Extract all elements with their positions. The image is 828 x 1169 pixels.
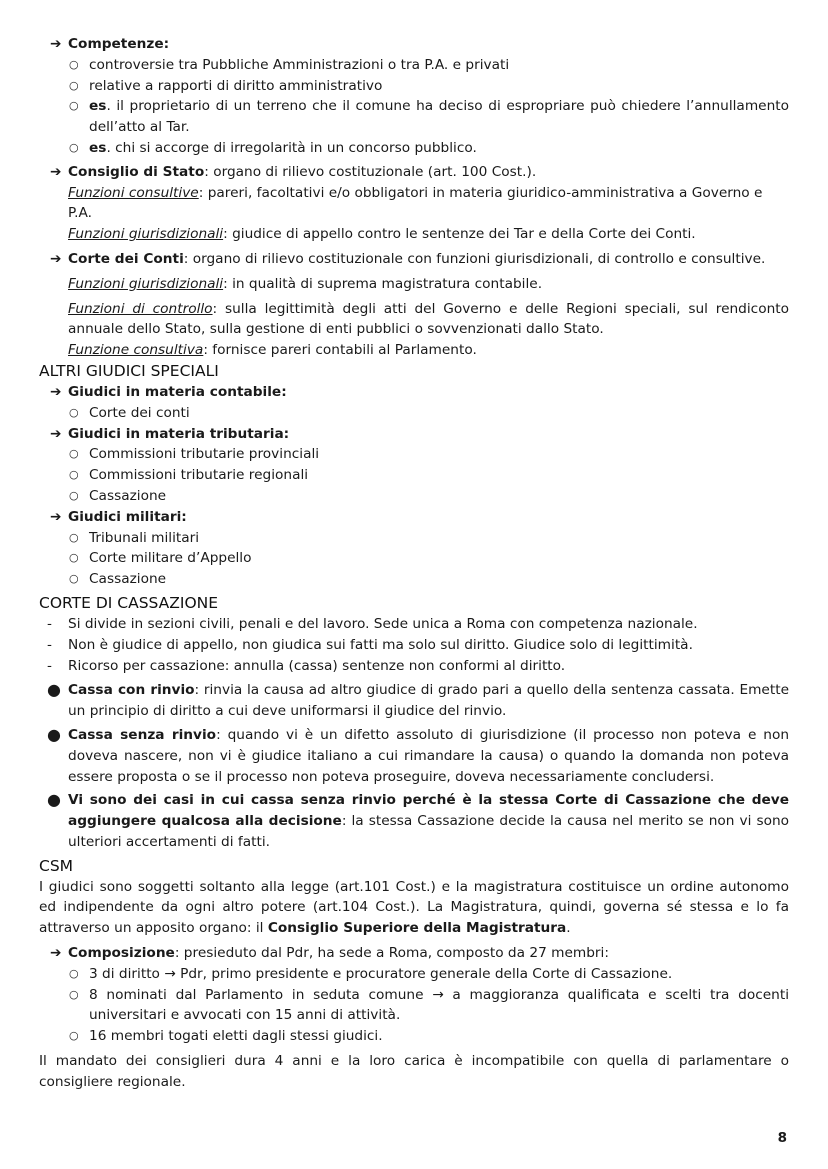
list-item: - Non è giudice di appello, non giudica sui fatti ma solo sul diritto. Giudice solo di legittimità.: [39, 635, 789, 656]
es-text: . il proprietario di un terreno che il comune ha deciso di espropriare può chiedere l’annullamento dell’atto al Tar.: [89, 98, 789, 136]
arrow-icon: ➔: [50, 945, 62, 962]
casi-senza-rinvio-item: ● Vi sono dei casi in cui cassa senza rinvio perché è la stessa Corte di Cassazione che deve aggiungere qualcosa alla decisione: la stessa Cassazione decide la causa nel merito se non vi sono ulteriori accertamenti di fatti.: [47, 790, 789, 850]
giudici-militari-item: ➔ Giudici militari:: [39, 507, 789, 528]
funzione-consultiva: Funzione consultiva: fornisce pareri contabili al Parlamento.: [68, 342, 477, 359]
circle-bullet-icon: ○: [69, 551, 79, 565]
mandato-paragraph: Il mandato dei consiglieri dura 4 anni e la loro carica è incompatibile con quella di parlamentare o consigliere regionale.: [39, 1053, 789, 1090]
list-item: ○ Commissioni tributarie provinciali: [39, 444, 789, 465]
list-item: ○ Cassazione: [39, 569, 789, 590]
list-item: [39, 96, 789, 138]
circle-bullet-icon: ○: [69, 78, 79, 92]
es-label: es: [89, 139, 107, 156]
corte-conti-item: [39, 249, 789, 270]
dash-bullet-icon: -: [47, 615, 52, 632]
circle-bullet-icon: ○: [69, 488, 79, 502]
document-page: [39, 34, 789, 1093]
list-item-text: controversie tra Pubbliche Amministrazioni o tra P.A. e privati: [89, 56, 510, 73]
funzioni-giurisdizionali: Funzioni giurisdizionali: giudice di appello contro le sentenze dei Tar e della Corte dei Conti.: [68, 226, 696, 243]
arrow-icon: ➔: [50, 36, 62, 52]
circle-bullet-icon: ○: [69, 468, 79, 482]
consiglio-stato-title: Consiglio di Stato: [68, 163, 205, 180]
list-item-text: relative a rapporti di diritto amministrativo: [89, 77, 383, 94]
list-item: - Si divide in sezioni civili, penali e del lavoro. Sede unica a Roma con competenza nazionale.: [39, 614, 789, 635]
list-item: ○ Cassazione: [39, 486, 789, 507]
arrow-icon: ➔: [50, 383, 62, 400]
es-text: . chi si accorge di irregolarità in un concorso pubblico.: [106, 139, 477, 156]
bullet-icon: ●: [47, 790, 61, 810]
arrow-icon: ➔: [50, 425, 62, 442]
circle-bullet-icon: ○: [69, 140, 79, 154]
circle-bullet-icon: ○: [69, 987, 79, 1001]
circle-bullet-icon: ○: [69, 447, 79, 461]
funzioni-consultive: Funzioni consultive: pareri, facoltativi e/o obbligatori in materia giuridico-amministrativa a Governo e P.A.: [68, 184, 763, 222]
list-item: ○ 3 di diritto → Pdr, primo presidente e procuratore generale della Corte di Cassazione.: [39, 964, 789, 985]
arrow-icon: ➔: [50, 508, 62, 525]
corte-conti-text: : organo di rilievo costituzionale con funzioni giurisdizionali, di controllo e consultive.: [183, 250, 766, 267]
dash-bullet-icon: -: [47, 636, 52, 653]
list-item: - Ricorso per cassazione: annulla (cassa) sentenze non conformi al diritto.: [39, 656, 789, 677]
section-heading-altri-giudici: ALTRI GIUDICI SPECIALI: [39, 361, 219, 380]
section-heading-csm: CSM: [39, 856, 74, 875]
competenze-item: [39, 34, 789, 55]
cassa-con-rinvio-item: ● Cassa con rinvio: rinvia la causa ad altro giudice di grado pari a quello della sentenza cassata. Emette un principio di diritto a cui deve uniformarsi il giudice del rinvio.: [47, 680, 790, 720]
list-item: [39, 76, 789, 97]
competenze-title: Competenze:: [68, 36, 170, 52]
consiglio-stato-text: : organo di rilievo costituzionale (art. 100 Cost.).: [204, 163, 537, 180]
circle-bullet-icon: ○: [69, 530, 79, 544]
dash-bullet-icon: -: [47, 657, 52, 674]
list-item-text: [89, 138, 789, 159]
circle-bullet-icon: ○: [69, 99, 79, 113]
consiglio-stato-item: [39, 162, 789, 183]
list-item: [39, 138, 789, 159]
list-item: ○ Corte militare d’Appello: [39, 548, 789, 569]
bullet-icon: ●: [47, 680, 61, 700]
list-item-text: [89, 96, 789, 138]
bullet-icon: ●: [47, 724, 61, 744]
corte-conti-title: Corte dei Conti: [68, 250, 184, 267]
circle-bullet-icon: ○: [69, 966, 79, 980]
circle-bullet-icon: ○: [69, 572, 79, 586]
list-item: ○ 16 membri togati eletti dagli stessi giudici.: [39, 1026, 789, 1047]
funzioni-giurisdizionali: Funzioni giurisdizionali: in qualità di suprema magistratura contabile.: [68, 275, 543, 292]
csm-intro: I giudici sono soggetti soltanto alla legge (art.101 Cost.) e la magistratura costituisce un ordine autonomo ed indipendente da ogni altro potere (art.104 Cost.). La Magistratura, quindi, governa sé stessa e lo fa attraverso un apposito organo: il Consiglio Superiore della Magistratura.: [39, 878, 789, 937]
circle-bullet-icon: ○: [69, 57, 79, 71]
es-label: es: [89, 98, 107, 115]
funzioni-controllo: Funzioni di controllo: sulla legittimità degli atti del Governo e delle Regioni speciali, sul rendiconto annuale dello Stato, sulla gestione di enti pubblici o sovvenzionati dallo Stato.: [68, 300, 789, 338]
page-number: 8: [777, 1130, 787, 1146]
circle-bullet-icon: ○: [69, 1029, 79, 1043]
circle-bullet-icon: ○: [69, 405, 79, 419]
section-heading-cassazione: CORTE DI CASSAZIONE: [39, 593, 219, 612]
composizione-item: ➔ Composizione: presieduto dal Pdr, ha sede a Roma, composto da 27 membri:: [39, 943, 789, 964]
cassa-senza-rinvio-item: ● Cassa senza rinvio: quando vi è un difetto assoluto di giurisdizione (il processo non poteva e non doveva nascere, non vi è giudice italiano a cui rimandare la causa) o quando la domanda non poteva essere proposta o se il processo non poteva proseguire, doveva necessariamente concludersi.: [47, 724, 789, 785]
arrow-icon: ➔: [50, 163, 62, 180]
giudici-tributaria-item: ➔ Giudici in materia tributaria:: [39, 424, 789, 445]
arrow-icon: ➔: [50, 250, 62, 267]
list-item: ○ Commissioni tributarie regionali: [39, 465, 789, 486]
giudici-contabile-item: ➔ Giudici in materia contabile:: [39, 382, 789, 403]
list-item: [39, 55, 789, 76]
list-item: ○ 8 nominati dal Parlamento in seduta comune → a maggioranza qualificata e scelti tra docenti universitari e avvocati con 15 anni di attività.: [69, 986, 789, 1024]
list-item: ○ Corte dei conti: [39, 403, 789, 424]
list-item: ○ Tribunali militari: [39, 528, 789, 549]
